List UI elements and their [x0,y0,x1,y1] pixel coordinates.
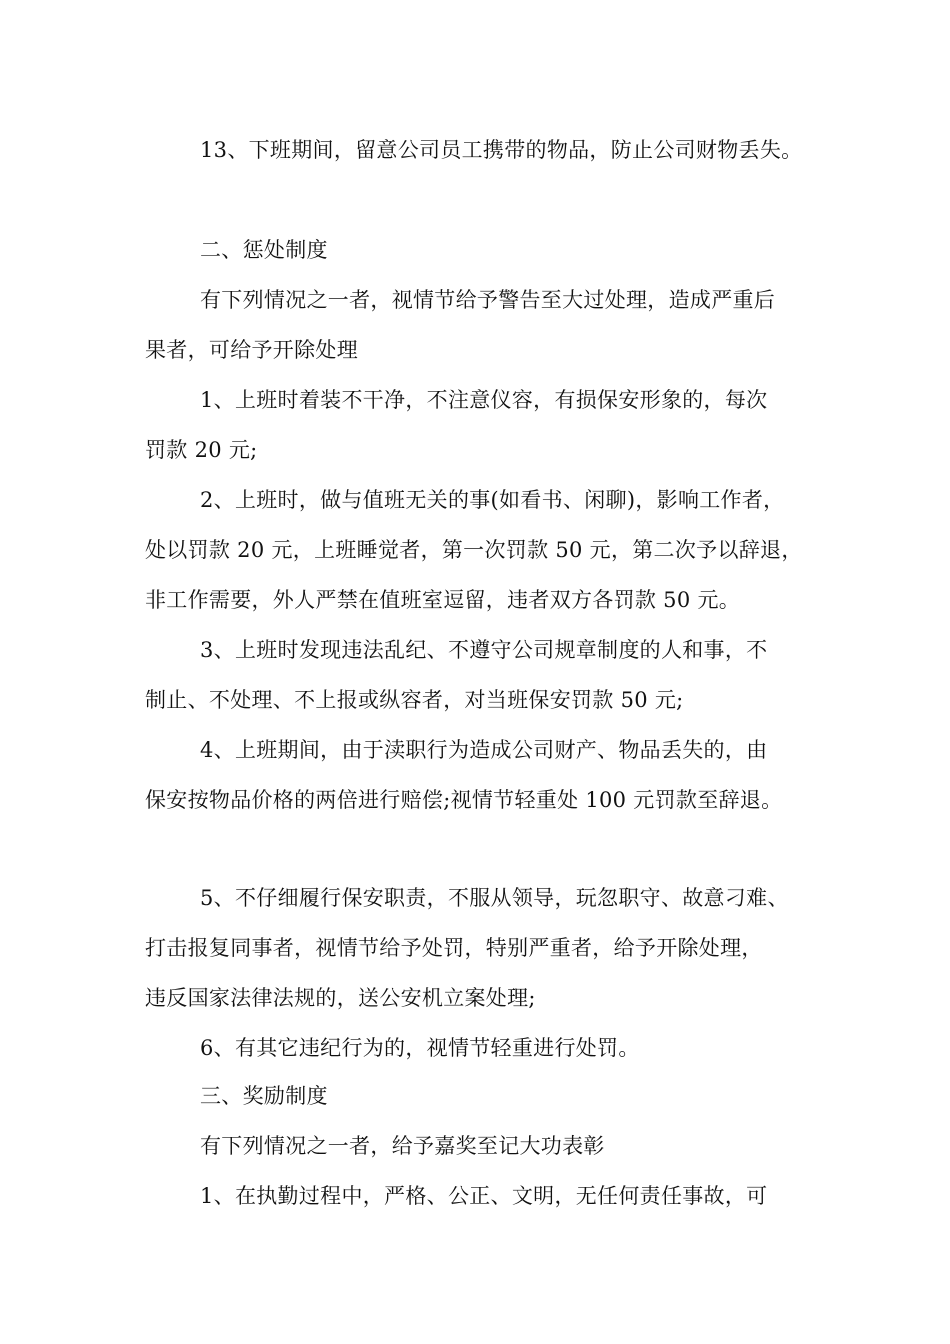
paragraph-line: 罚款 20 元; [145,438,258,462]
paragraph-line: 保安按物品价格的两倍进行赔偿;视情节轻重处 100 元罚款至辞退。 [145,788,783,812]
paragraph-line: 2、上班时，做与值班无关的事(如看书、闲聊)，影响工作者， [200,488,785,512]
paragraph-line: 果者，可给予开除处理 [145,338,358,362]
section-heading: 三、奖励制度 [200,1084,328,1108]
paragraph-line: 3、上班时发现违法乱纪、不遵守公司规章制度的人和事，不 [200,638,768,662]
section-heading: 二、惩处制度 [200,238,328,262]
paragraph-line: 违反国家法律法规的，送公安机立案处理; [145,986,536,1010]
paragraph-line: 1、上班时着装不干净，不注意仪容，有损保安形象的，每次 [200,388,768,412]
paragraph-line: 处以罚款 20 元，上班睡觉者，第一次罚款 50 元，第二次予以辞退， [145,538,803,562]
paragraph-line: 13、下班期间，留意公司员工携带的物品，防止公司财物丢失。 [200,138,803,162]
paragraph-line: 有下列情况之一者，视情节给予警告至大过处理，造成严重后 [200,288,776,312]
paragraph-line: 制止、不处理、不上报或纵容者，对当班保安罚款 50 元; [145,688,684,712]
paragraph-line: 1、在执勤过程中，严格、公正、文明，无任何责任事故，可 [200,1184,768,1208]
paragraph-line: 5、不仔细履行保安职责，不服从领导，玩忽职守、故意刁难、 [200,886,789,910]
paragraph-line: 打击报复同事者，视情节给予处罚，特别严重者，给予开除处理， [145,936,763,960]
paragraph-line: 有下列情况之一者，给予嘉奖至记大功表彰 [200,1134,605,1158]
paragraph-line: 6、有其它违纪行为的，视情节轻重进行处罚。 [200,1036,640,1060]
paragraph-line: 非工作需要，外人严禁在值班室逗留，违者双方各罚款 50 元。 [145,588,741,612]
paragraph-line: 4、上班期间，由于渎职行为造成公司财产、物品丢失的，由 [200,738,768,762]
